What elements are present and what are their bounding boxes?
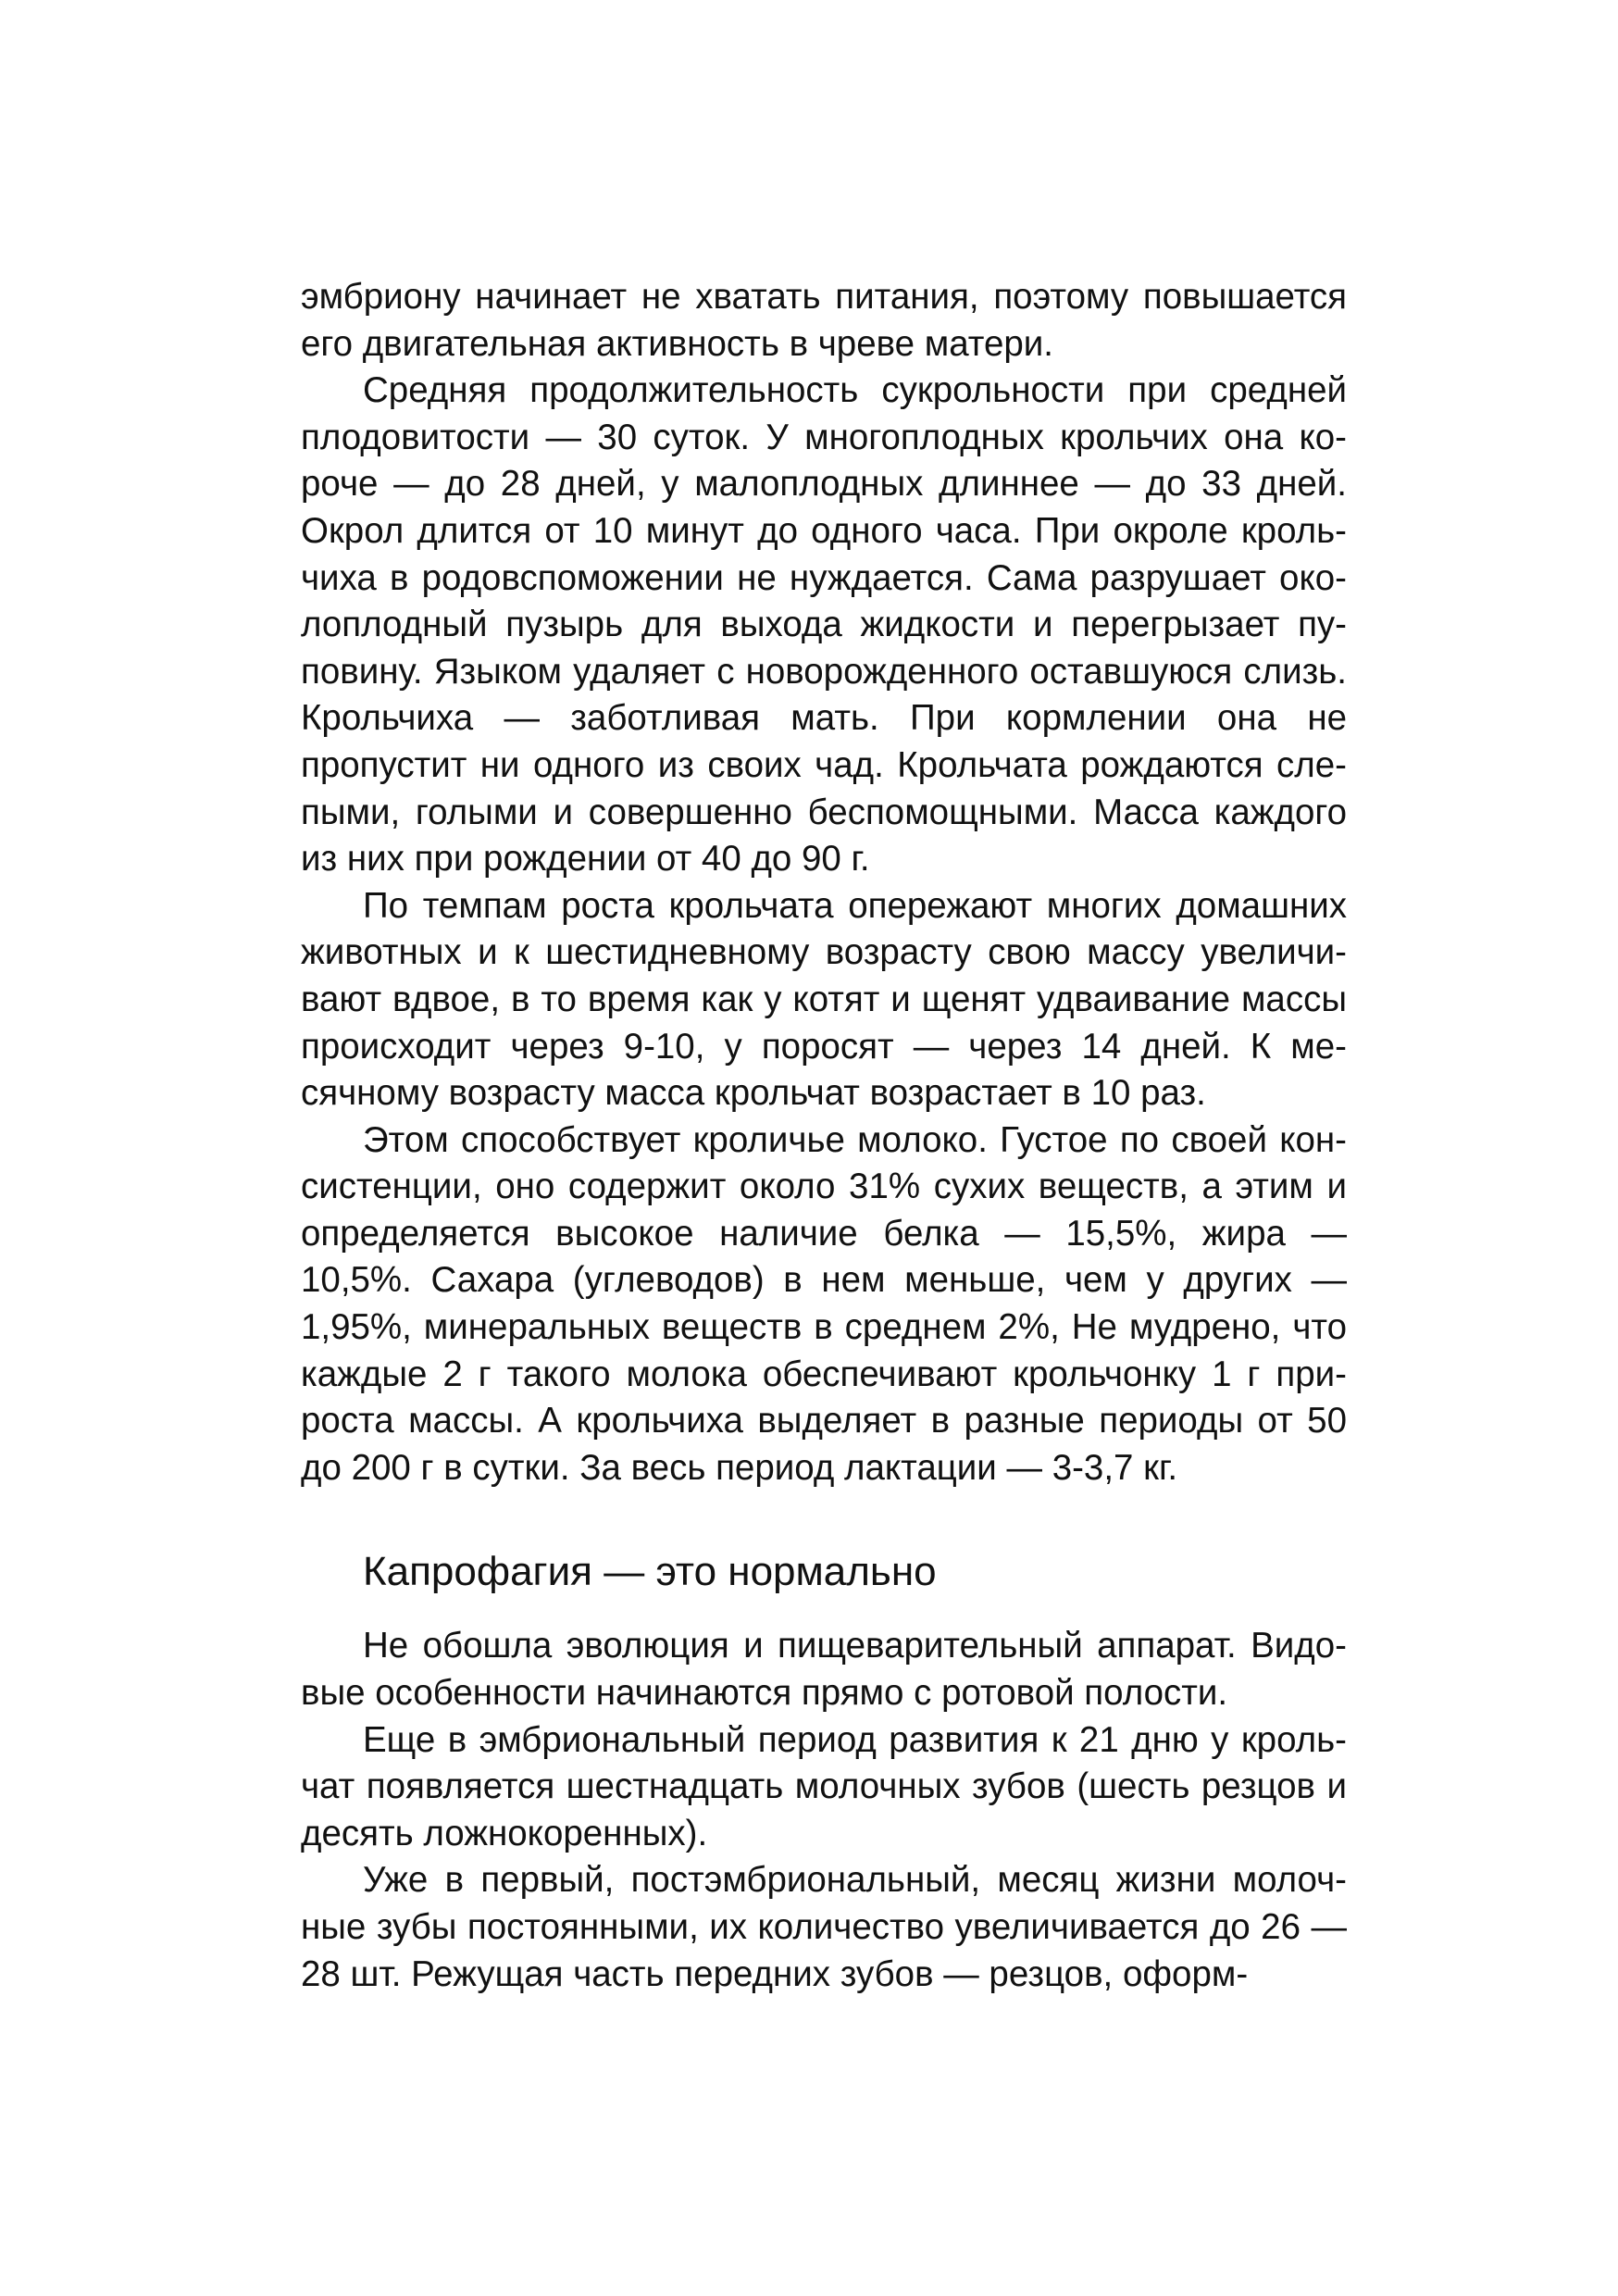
book-page — [301, 274, 1347, 1998]
paragraph-digestion: Не обошла эволюция и пищеварительный аппарат. Видовые особенности начинаются прямо с ротовой полости. — [301, 1626, 1347, 1714]
paragraph-teeth-embryo: Еще в эмбриональный период развития к 21 дню у крольчат появляется шестнадцать молочных зубов (шесть резцов и десять ложнокоренных). — [301, 1719, 1347, 1853]
paragraph-teeth-month: Уже в первый, постэмбриональный, месяц жизни молочные зубы постоянными, их количество увеличивается до 26 — 28 шт. Режущая часть передних зубов — резцов, оформ- — [301, 1860, 1347, 1994]
section-heading: Капрофагия — это нормально — [363, 1549, 937, 1595]
paragraph-gestation: Средняя продолжительность сукрольности при средней плодовитости — 30 суток. У многоплодных крольчих она короче — до 28 дней, у малоплодных длиннее — до 33 дней. Окрол длится от 10 минут до одного часа. При окроле крольчиха в родовспоможении не нуждается. Сама разрушает околоплодный пузырь для выхода жидкости и перегрызает пуповину. Языком удаляет с новорожденного оставшуюся слизь. Крольчиха — заботливая мать. При кормлении она не пропустит ни одного из своих чад. Крольчата рождаются слепыми, голыми и совершенно беспомощными. Масса каждого из них при рождении от 40 до 90 г. — [301, 370, 1347, 880]
paragraph-continuation: эмбриону начинает не хватать питания, поэтому повышается его двигательная активность в чреве матери. — [301, 277, 1347, 364]
paragraph-milk: Этом способствует кроличье молоко. Густое по своей консистенции, оно содержит около 31% сухих веществ, а этим и определяется высокое наличие белка — 15,5%, жира — 10,5%. Сахара (углеводов) в нем меньше, чем у других — 1,95%, минеральных веществ в среднем 2%, Не мудрено, что каждые 2 г такого молока обеспечивают крольчонку 1 г прироста массы. А крольчиха выделяет в разные периоды от 50 до 200 г в сутки. За весь период лактации — 3-3,7 кг. — [301, 1119, 1347, 1488]
paragraph-growth: По темпам роста крольчата опережают многих домашних животных и к шестидневному возрасту свою массу увеличивают вдвое, в то время как у котят и щенят удваивание массы происходит через 9-10, у поросят — через 14 дней. К месячному возрасту масса крольчат возрастает в 10 раз. — [301, 885, 1347, 1114]
